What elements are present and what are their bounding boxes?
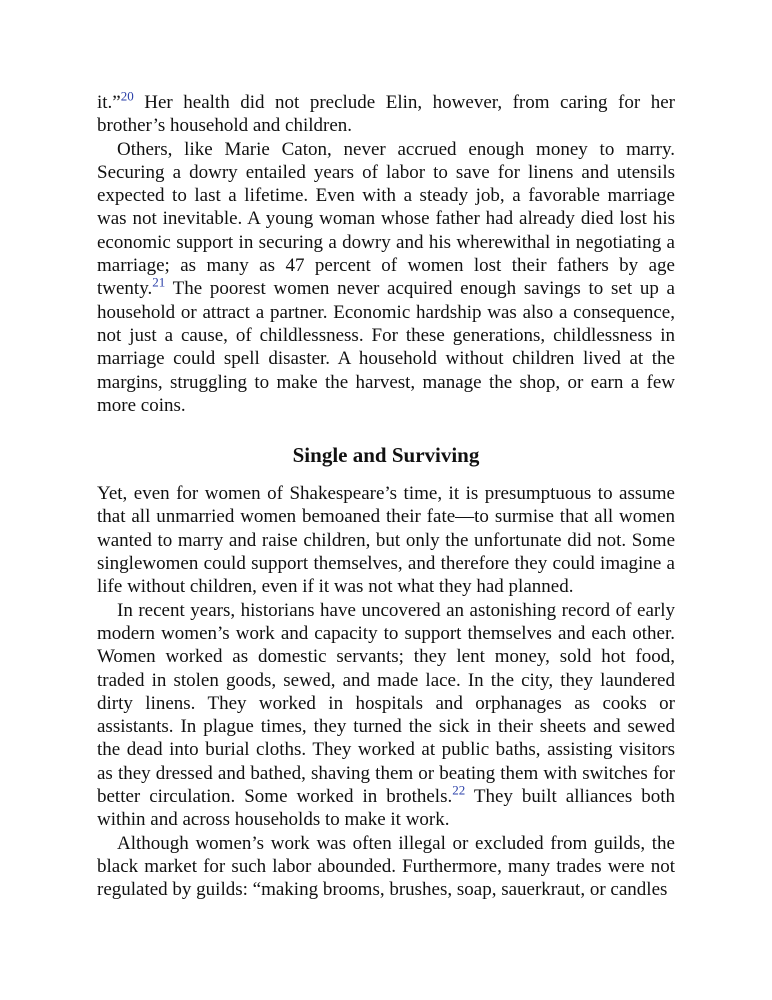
paragraph xyxy=(97,88,675,138)
section-title: Single and Surviving xyxy=(292,443,480,468)
paragraph xyxy=(97,138,675,418)
book-page xyxy=(97,88,675,902)
paragraph-text: Yet, even for women of Shakespeare’s time, it is presumptuous to assume that all unmarried women bemoaned their fate—to surmise that all women wanted to marry and raise children, but only the unfortunate did not. Some singlewomen could support themselves, and therefore they could imagine a life without children, even if it was not what they had planned. xyxy=(97,483,675,598)
paragraph xyxy=(97,482,675,598)
paragraph-text: Although women’s work was often illegal or excluded from guilds, the black market for such labor abounded. Furthermore, many trades were not regulated by guilds: “making brooms, brushes, soap, sauerkraut, or candles xyxy=(97,832,675,901)
paragraph-text: They built alliances both within and across households to make it work. xyxy=(97,786,675,831)
paragraph xyxy=(97,599,675,832)
paragraph-text: it.” xyxy=(97,92,121,113)
paragraph xyxy=(97,832,675,902)
footnote-link[interactable]: 21 xyxy=(152,275,166,291)
paragraph-text: The poorest women never acquired enough savings to set up a household or attract a partner. Economic hardship was also a consequence, not just a cause, of childlessness. For these generations, childlessness in marriage could spell disaster. A household without children lived at the margins, struggling to make the harvest, manage the shop, or earn a few more coins. xyxy=(97,278,675,416)
paragraph-text: Others, like Marie Caton, never accrued enough money to marry. Securing a dowry entailed years of labor to save for linens and utensils expected to last a lifetime. Even with a steady job, a favorable marriage was not inevitable. A young woman whose father had already died lost his economic support in securing a dowry and his wherewithal in negotiating a marriage; as many as 47 percent of women lost their fathers by age twenty. xyxy=(97,138,675,300)
footnote-link[interactable]: 20 xyxy=(120,88,134,104)
body-text-top xyxy=(97,88,675,417)
footnote-link[interactable]: 22 xyxy=(452,782,466,798)
paragraph-text: Her health did not preclude Elin, however, from caring for her brother’s household and children. xyxy=(97,92,675,137)
body-text-bottom xyxy=(97,482,675,901)
paragraph-text: In recent years, historians have uncovered an astonishing record of early modern women’s work and capacity to support themselves and each other. Women worked as domestic servants; they lent money, sold hot food, traded in stolen goods, sewed, and made lace. In the city, they laundered dirty linens. They worked in hospitals and orphanages as cooks or assistants. In plague times, they turned the sick in their sheets and sewed the dead into burial cloths. They worked at public baths, assisting visitors as they dressed and bathed, shaving them or beating them with switches for better circulation. Some worked in brothels. xyxy=(97,599,675,808)
